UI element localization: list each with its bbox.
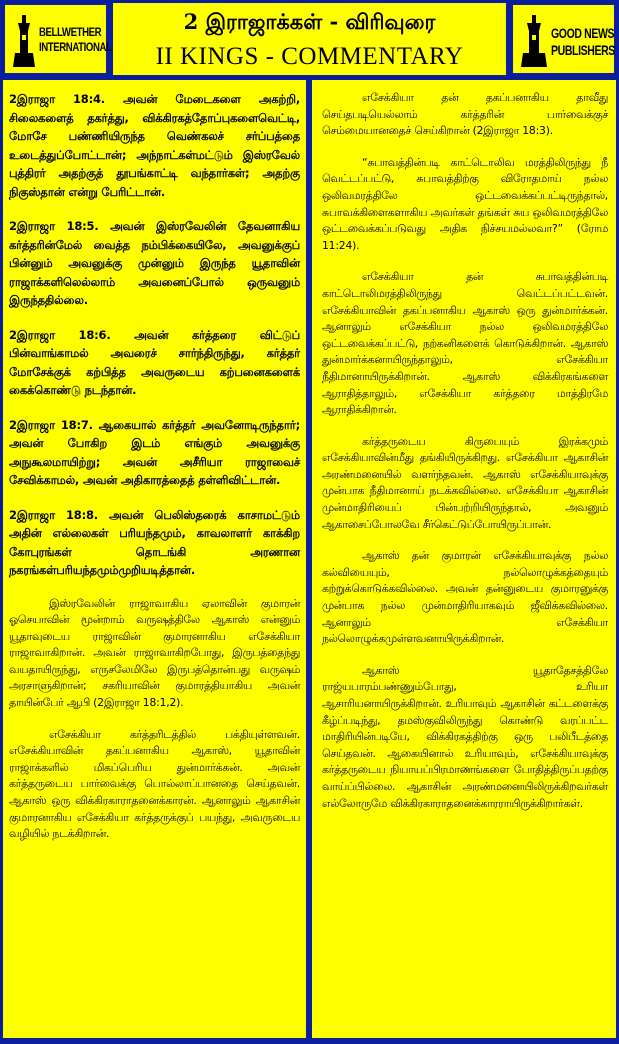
good-news-logo	[511, 3, 616, 75]
tower-icon	[521, 15, 547, 67]
commentary-paragraph: ஆகாஸ் யூதாதேசத்திலே ராஜ்யபாரம்பண்ணும்போது, உரியா ஆசாரியனாயிருக்கிறான். உரியாவும் ஆகாசின் கட்டளைக்கு கீழ்ப்படிந்து, தமஸ்குவிலிருந்து கொண்டு வரப்பட்ட மாதிரியின்படியே, விக்கிரகத்திற்கு ஒரு பலிபீடத்தை செய்தவன். ஆகையினால் உரியாவும், எசேக்கியாவுக்கு கர்த்தருடைய நியாயப்பிரமாணங்களை போதித்திருப்பதற்கு வாய்ப்பில்லை. ஆகாசின் அரண்மனையிலிருக்கிறவர்கள் எல்லோருமே விக்கிரகாராதனைக்காரராயிருக்கிறார்கள்.	[322, 663, 608, 810]
tower-icon	[13, 15, 35, 67]
verse-18-8: 2இராஜா 18:8. அவன் பெலிஸ்தரைக் காசாமட்டும் அதின் எல்லைகள் பரியந்தமும், காவலாளர் காக்கிற கோபுரங்கள் தொடங்கி அரணான நகரங்கள்பரியந்தமும்முறியடித்தான்.	[9, 507, 300, 577]
commentary-paragraph: “சுபாவத்தின்படி காட்டொலிவ மரத்திலிருந்து நீ வெட்டப்பட்டு, சுபாவத்திற்கு விரோதமாய் நல்ல ஒலிவமரத்திலே ஒட்டவைக்கப்பட்டிருந்தால், சுபாவக்கிளைகளாகிய அவர்கள் தங்கள் சுய ஒலிவமரத்திலே ஒட்டவைக்கப்படுவது அதிக நிச்சயமல்லவா?” (ரோம 11:24).	[322, 155, 608, 252]
page-title-tamil: 2 இராஜாக்கள் - விரிவுரை	[183, 9, 436, 34]
right-column	[312, 80, 616, 1038]
verse-18-6: 2இராஜா 18:6. அவன் கர்த்தரை விட்டுப் பின்வாங்காமல் அவரைச் சார்ந்திருந்து, கர்த்தர் மோசேக்குக் கற்பித்த அவருடைய கற்பனைகளைக் கைக்கொண்டு நடந்தான்.	[9, 327, 300, 397]
verse-18-7: 2இராஜா 18:7. ஆகையால் கர்த்தர் அவனோடிருந்தார்; அவன் போகிற இடம் எங்கும் அவனுக்கு அநுகூலமாயிற்று; அவன் அசீரியா ராஜாவைச் சேவிக்காமல், அவன் அதிகாரத்தைத் தள்ளிவிட்டான்.	[9, 417, 300, 487]
commentary-paragraph: எசேக்கியா தன் தகப்பனாகிய தாவீது செய்தபடியெல்லாம் கர்த்தரின் பார்வைக்குச் செம்மையானதைச் செய்கிறான் (2இராஜா 18:3).	[322, 91, 608, 138]
commentary-paragraph: இஸ்ரவேலின் ராஜாவாகிய ஏலாவின் குமாரன் ஓசெயாவின் மூன்றாம் வருஷத்திலே ஆகாஸ் என்னும் யூதாவுடைய ராஜாவின் குமாரனாகிய எசேக்கியா ராஜாவாகிறான். அவன் ராஜாவாகிறபோது, இருபத்தைந்து வயதாயிருந்து, எருசலேமிலே இருபத்தொன்பது வருஷம் அரசாளுகிறான்; சகரியாவின் குமாரத்தியாகிய அவன் தாயின்பேர் ஆபி (2இராஜா 18:1,2).	[9, 596, 300, 710]
logo-left-line1: BELLWETHER	[39, 25, 102, 39]
verse-18-4: 2இராஜா 18:4. அவன் மேடைகளை அகற்றி, சிலைகளைத் தகர்த்து, விக்கிரகத்தோப்புகளைவெட்டி, மோசே பண்ணியிருந்த வெண்கலச் சர்ப்பத்தை உடைத்துப்போட்டான்; அந்நாட்கள்மட்டும் இஸ்ரவேல் புத்திரர் அதற்குத் தூபங்காட்டி வந்தார்கள்; அதற்கு நிகுஸ்தான் என்று பேரிட்டான்.	[9, 92, 300, 199]
verse-18-5: 2இராஜா 18:5. அவன் இஸ்ரவேலின் தேவனாகிய கர்த்தரின்மேல் வைத்த நம்பிக்கையிலே, அவனுக்குப் பின்னும் அவனுக்கு முன்னும் இருந்த யூதாவின் ராஜாக்களிலெல்லாம் அவனைப்போல் ஒருவனும் இருந்ததில்லை.	[9, 219, 300, 307]
left-column	[3, 80, 306, 1038]
page-title-english: II KINGS - COMMENTARY	[155, 43, 464, 70]
commentary-paragraph: எசேக்கியா கர்த்தரிடத்தில் பக்தியுள்ளவன். எசேக்கியாவின் தகப்பனாகிய ஆகாஸ், யூதாவின் ராஜாக்களில் மிகப்பெரிய துன்மார்க்கன். அவன் கர்த்தருடைய பார்வைக்கு பொல்லாப்பானதை செய்தவன். ஆகாஸ் ஒரு விக்கிரகாராதனைக்காரன். ஆனாலும் ஆகாசின் குமாரனாகிய எசேக்கியா கர்த்தருக்குப் பயந்து, அவருடைய வழியில் நடக்கிறான்.	[9, 727, 300, 841]
page-header	[3, 3, 616, 75]
commentary-paragraph: ஆகாஸ் தன் குமாரன் எசேக்கியாவுக்கு நல்ல கல்வியையும், நல்லொழுக்கத்தையும் கற்றுக்கொடுக்கவில்லை. அவன் தன்னுடைய குமாரனுக்கு முன்பாக நல்ல முன்மாதிரியாகவும் ஜீவிக்கவில்லை. ஆனாலும் எசேக்கியா நல்லொழுக்கமுள்ளவனாயிருக்கிறான்.	[322, 549, 608, 646]
title-box	[113, 3, 506, 75]
logo-right-line2: PUBLISHERS	[551, 42, 615, 58]
logo-left-line2: INTERNATIONAL	[39, 40, 112, 54]
logo-right-line1: GOOD NEWS	[551, 25, 615, 41]
bellwether-logo	[3, 3, 112, 75]
commentary-paragraph: எசேக்கியா தன் சுபாவத்தின்படி காட்டொலிமரத்திலிருந்து வெட்டப்பட்டவன். எசேக்கியாவின் தகப்பனாகிய ஆகாஸ் ஒரு துன்மார்க்கன். ஆனாலும் எசேக்கியா நல்ல ஒலிவமரத்திலே ஒட்டவைக்கப்பட்டு, நற்கனிகளைக் கொடுக்கிறான். ஆகாஸ் துன்மார்க்கனாயிருந்தாலும், எசேக்கியா நீதிமானாயிருக்கிறான். ஆகாஸ் விக்கிரகங்களை ஆராதித்தாலும், எசேக்கியா கர்த்தரை மாத்திரமே ஆராதிக்கிறான்.	[322, 270, 608, 417]
commentary-paragraph: கர்த்தருடைய கிருபையும் இரக்கமும் எசேக்கியாவின்மீது தங்கியிருக்கிறது. எசேக்கியா ஆகாசின் அரண்மனையில் வளர்ந்தவன். ஆகாஸ் எசேக்கியாவுக்கு முன்பாக நீதிமானாய் நடக்கவில்லை. எசேக்கியா ஆகாசின் முன்மாதிரியைப் பின்பற்றியிருந்தால், அவனும் ஆகாசைப்போலவே சீர்கெட்டுப்போயிருப்பான்.	[322, 434, 608, 531]
